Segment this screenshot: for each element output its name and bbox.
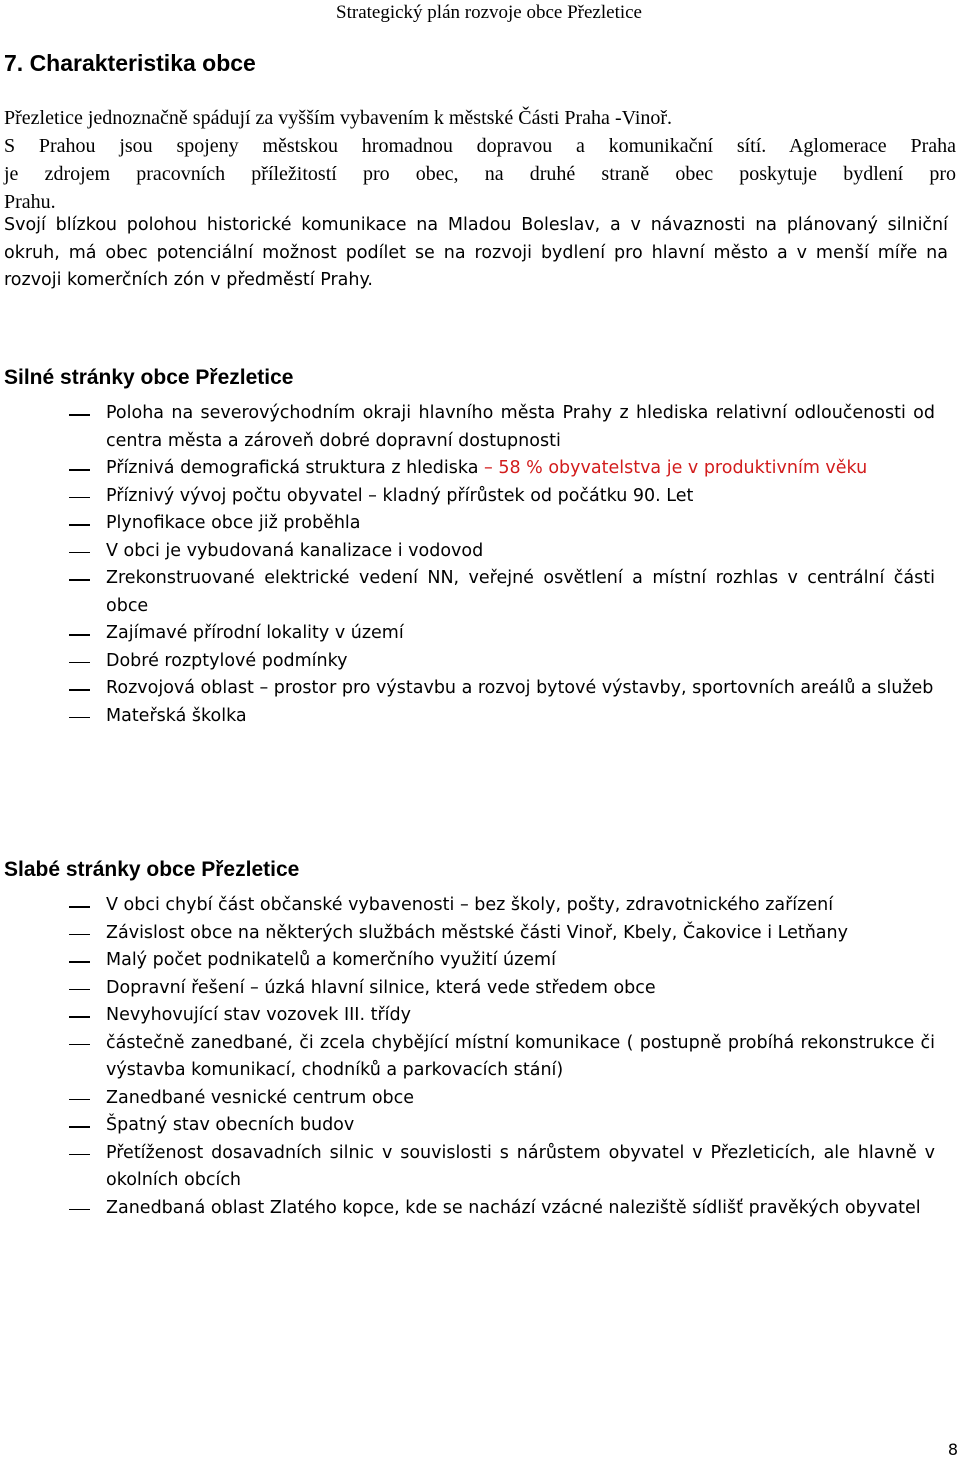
list-item: Zrekonstruované elektrické vedení NN, veřejné osvětlení a místní rozhlas v centrální části obce	[0, 565, 935, 620]
intro-line: je zdrojem pracovních příležitostí pro obec, na druhé straně obec poskytuje bydlení pro	[4, 163, 956, 185]
intro-line: S Prahou jsou spojeny městskou hromadnou dopravou a komunikační sítí. Aglomerace Praha	[4, 135, 956, 157]
list-item: Špatný stav obecních budov	[0, 1112, 935, 1140]
intro-line: Prahu.	[4, 191, 56, 213]
list-item: Závislost obce na některých službách městské části Vinoř, Kbely, Čakovice i Letňany	[0, 920, 935, 948]
highlight-text: – 58 % obyvatelstva je v produktivním věku	[484, 458, 868, 478]
list-item: Malý počet podnikatelů a komerčního využití území	[0, 947, 935, 975]
intro-paragraph	[4, 104, 956, 216]
strengths-title: Silné stránky obce Přezletice	[4, 366, 294, 389]
strengths-list	[0, 400, 935, 730]
page-number: 8	[947, 1440, 958, 1459]
list-item: Poloha na severovýchodním okraji hlavního města Prahy z hlediska relativní odloučenosti od centra města a zároveň dobré dopravní dostupnosti	[0, 400, 935, 455]
list-item: Rozvojová oblast – prostor pro výstavbu a rozvoj bytové výstavby, sportovních areálů a služeb	[0, 675, 935, 703]
list-item: Dobré rozptylové podmínky	[0, 648, 935, 676]
list-item-text: Příznivá demografická struktura z hlediska	[106, 458, 485, 478]
list-item: částečně zanedbané, či zcela chybějící místní komunikace ( postupně probíhá rekonstrukce či výstavba komunikací, chodníků a parkovacích stání)	[0, 1030, 935, 1085]
list-item: Zanedbané vesnické centrum obce	[0, 1085, 935, 1113]
page-header: Strategický plán rozvoje obce Přezletice	[336, 2, 642, 23]
list-item: V obci je vybudovaná kanalizace i vodovod	[0, 538, 935, 566]
weaknesses-list	[0, 892, 935, 1222]
list-item: Zanedbaná oblast Zlatého kopce, kde se nachází vzácné naleziště sídlišť pravěkých obyvatel	[0, 1195, 935, 1223]
weaknesses-title: Slabé stránky obce Přezletice	[4, 858, 300, 881]
list-item: Přetíženost dosavadních silnic v souvislosti s nárůstem obyvatel v Přezleticích, ale hlavně v okolních obcích	[0, 1140, 935, 1195]
list-item: Plynofikace obce již proběhla	[0, 510, 935, 538]
list-item: Dopravní řešení – úzká hlavní silnice, která vede středem obce	[0, 975, 935, 1003]
intro-paragraph-2: Svojí blízkou polohou historické komunikace na Mladou Boleslav, a v návaznosti na plánovaný silniční okruh, má obec potenciální možnost podílet se na rozvoji bydlení pro hlavní město a v menší míře na rozvoji komerčních zón v předměstí Prahy.	[4, 215, 948, 290]
list-item	[0, 455, 935, 483]
list-item: Mateřská školka	[0, 703, 935, 731]
list-item: Zajímavé přírodní lokality v území	[0, 620, 935, 648]
list-item: Nevyhovující stav vozovek III. třídy	[0, 1002, 935, 1030]
list-item: V obci chybí část občanské vybavenosti – bez školy, pošty, zdravotnického zařízení	[0, 892, 935, 920]
list-item: Příznivý vývoj počtu obyvatel – kladný přírůstek od počátku 90. Let	[0, 483, 935, 511]
chapter-title: 7. Charakteristika obce	[4, 50, 256, 76]
intro-line: Přezletice jednoznačně spádují za vyšším vybavením k městské Části Praha -Vinoř.	[4, 107, 673, 129]
